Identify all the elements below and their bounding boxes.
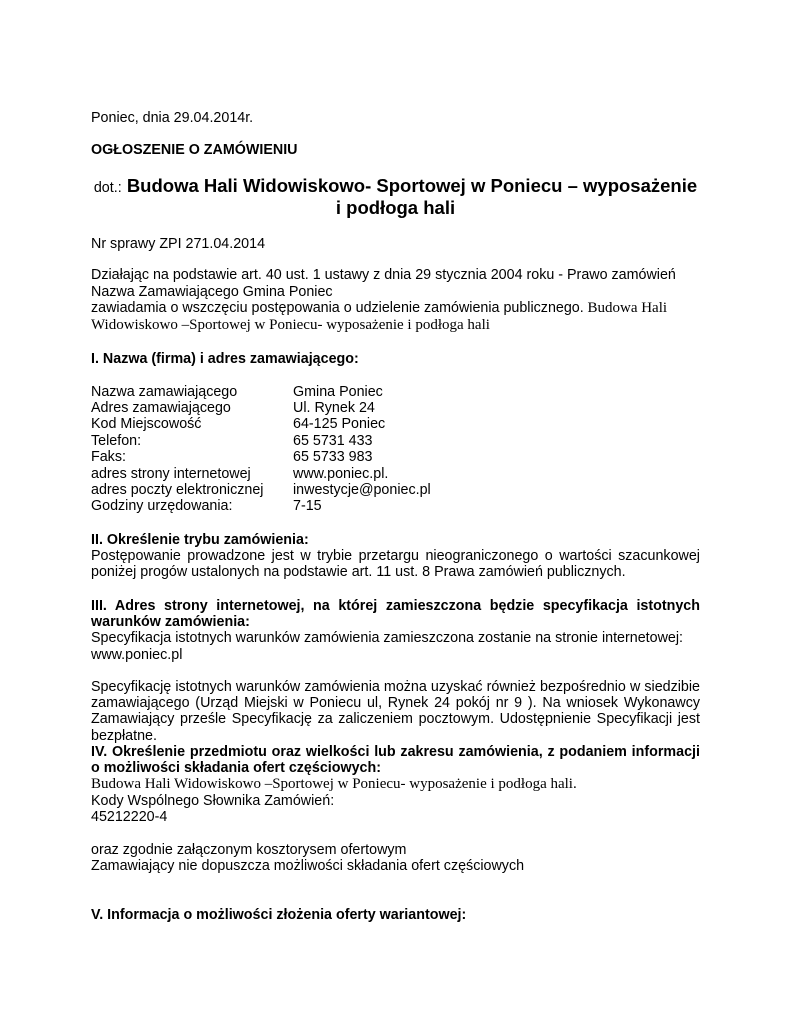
intro-line-3-text: zawiadamia o wszczęciu postępowania o udzielenie zamówienia publicznego. bbox=[91, 300, 584, 316]
address-label: adres strony internetowej bbox=[91, 466, 251, 482]
address-label: Nazwa zamawiającego bbox=[91, 384, 238, 400]
address-value: 65 5733 983 bbox=[293, 449, 373, 465]
address-label: Adres zamawiającego bbox=[91, 400, 231, 416]
section-5-heading: V. Informacja o możliwości złożenia oferty wariantowej: bbox=[91, 907, 467, 923]
intro-line-2: Nazwa Zamawiającego Gmina Poniec bbox=[91, 284, 333, 300]
title-text-1: Budowa Hali Widowiskowo- Sportowej w Poniecu – wyposażenie bbox=[126, 175, 698, 196]
address-value: inwestycje@poniec.pl bbox=[293, 482, 431, 498]
document-title-line-1 bbox=[0, 175, 791, 199]
section-4-subject: Budowa Hali Widowiskowo –Sportowej w Poniecu- wyposażenie i podłoga hali. bbox=[91, 776, 577, 792]
address-label: Godziny urzędowania: bbox=[91, 498, 233, 514]
intro-line-3 bbox=[91, 300, 667, 317]
announcement-heading: OGŁOSZENIE O ZAMÓWIENIU bbox=[91, 142, 298, 158]
section-3-heading-line-2: warunków zamówienia: bbox=[91, 614, 250, 630]
address-value: 7-15 bbox=[293, 498, 322, 514]
section-3-heading-line-1: III. Adres strony internetowej, na której zamieszczona będzie specyfikacja istotnych bbox=[91, 598, 700, 614]
address-value: www.poniec.pl. bbox=[293, 466, 389, 482]
section-2-line-1: Postępowanie prowadzone jest w trybie przetargu nieograniczonego o wartości szacunkowej bbox=[91, 548, 700, 564]
title-prefix: dot.: bbox=[93, 180, 122, 196]
cpv-code: 45212220-4 bbox=[91, 809, 168, 825]
section-3-para-line-1: Specyfikację istotnych warunków zamówienia można uzyskać również bezpośrednio w siedzibie bbox=[91, 679, 700, 695]
section-3-para-line-2: zamawiającego (Urząd Miejski w Poniecu ul, Rynek 24 pokój nr 9 ). Na wniosek Wykonawcy bbox=[91, 695, 700, 711]
address-value: 64-125 Poniec bbox=[293, 416, 386, 432]
section-4-heading-line-1: IV. Określenie przedmiotu oraz wielkości lub zakresu zamówienia, z podaniem informacji bbox=[91, 744, 700, 760]
address-label: Kod Miejscowość bbox=[91, 416, 202, 432]
document-title-line-2: i podłoga hali bbox=[335, 197, 456, 218]
address-value: 65 5731 433 bbox=[293, 433, 373, 449]
section-2-heading: II. Określenie trybu zamówienia: bbox=[91, 532, 309, 548]
section-4-heading-line-2: o możliwości składania ofert częściowych: bbox=[91, 760, 382, 776]
intro-line-3-serif: Budowa Hali bbox=[583, 300, 668, 316]
section-1-heading: I. Nazwa (firma) i adres zamawiającego: bbox=[91, 351, 359, 367]
address-value: Gmina Poniec bbox=[293, 384, 383, 400]
intro-line-4: Widowiskowo –Sportowej w Poniecu- wyposażenie i podłoga hali bbox=[91, 317, 490, 333]
address-label: Telefon: bbox=[91, 433, 142, 449]
section-3-website: www.poniec.pl bbox=[91, 647, 183, 663]
section-3-line-1: Specyfikacja istotnych warunków zamówienia zamieszczona zostanie na stronie internetowej: bbox=[91, 630, 684, 646]
address-label: Faks: bbox=[91, 449, 126, 465]
date-line: Poniec, dnia 29.04.2014r. bbox=[91, 110, 254, 126]
address-value: Ul. Rynek 24 bbox=[293, 400, 375, 416]
case-number: Nr sprawy ZPI 271.04.2014 bbox=[91, 236, 266, 252]
section-3-para-line-4: bezpłatne. bbox=[91, 728, 157, 744]
section-3-para-line-3: Zamawiający prześle Specyfikację za zaliczeniem pocztowym. Udostępnienie Specyfikacji jest bbox=[91, 711, 700, 727]
section-2-line-2: poniżej progów ustalonych na podstawie art. 11 ust. 8 Prawa zamówień publicznych. bbox=[91, 564, 626, 580]
section-4-line-b: Zamawiający nie dopuszcza możliwości składania ofert częściowych bbox=[91, 858, 525, 874]
intro-line-1: Działając na podstawie art. 40 ust. 1 ustawy z dnia 29 stycznia 2004 roku - Prawo zamówień bbox=[91, 267, 676, 283]
cpv-label: Kody Wspólnego Słownika Zamówień: bbox=[91, 793, 335, 809]
section-4-line-a: oraz zgodnie załączonym kosztorysem ofertowym bbox=[91, 842, 407, 858]
address-label: adres poczty elektronicznej bbox=[91, 482, 264, 498]
